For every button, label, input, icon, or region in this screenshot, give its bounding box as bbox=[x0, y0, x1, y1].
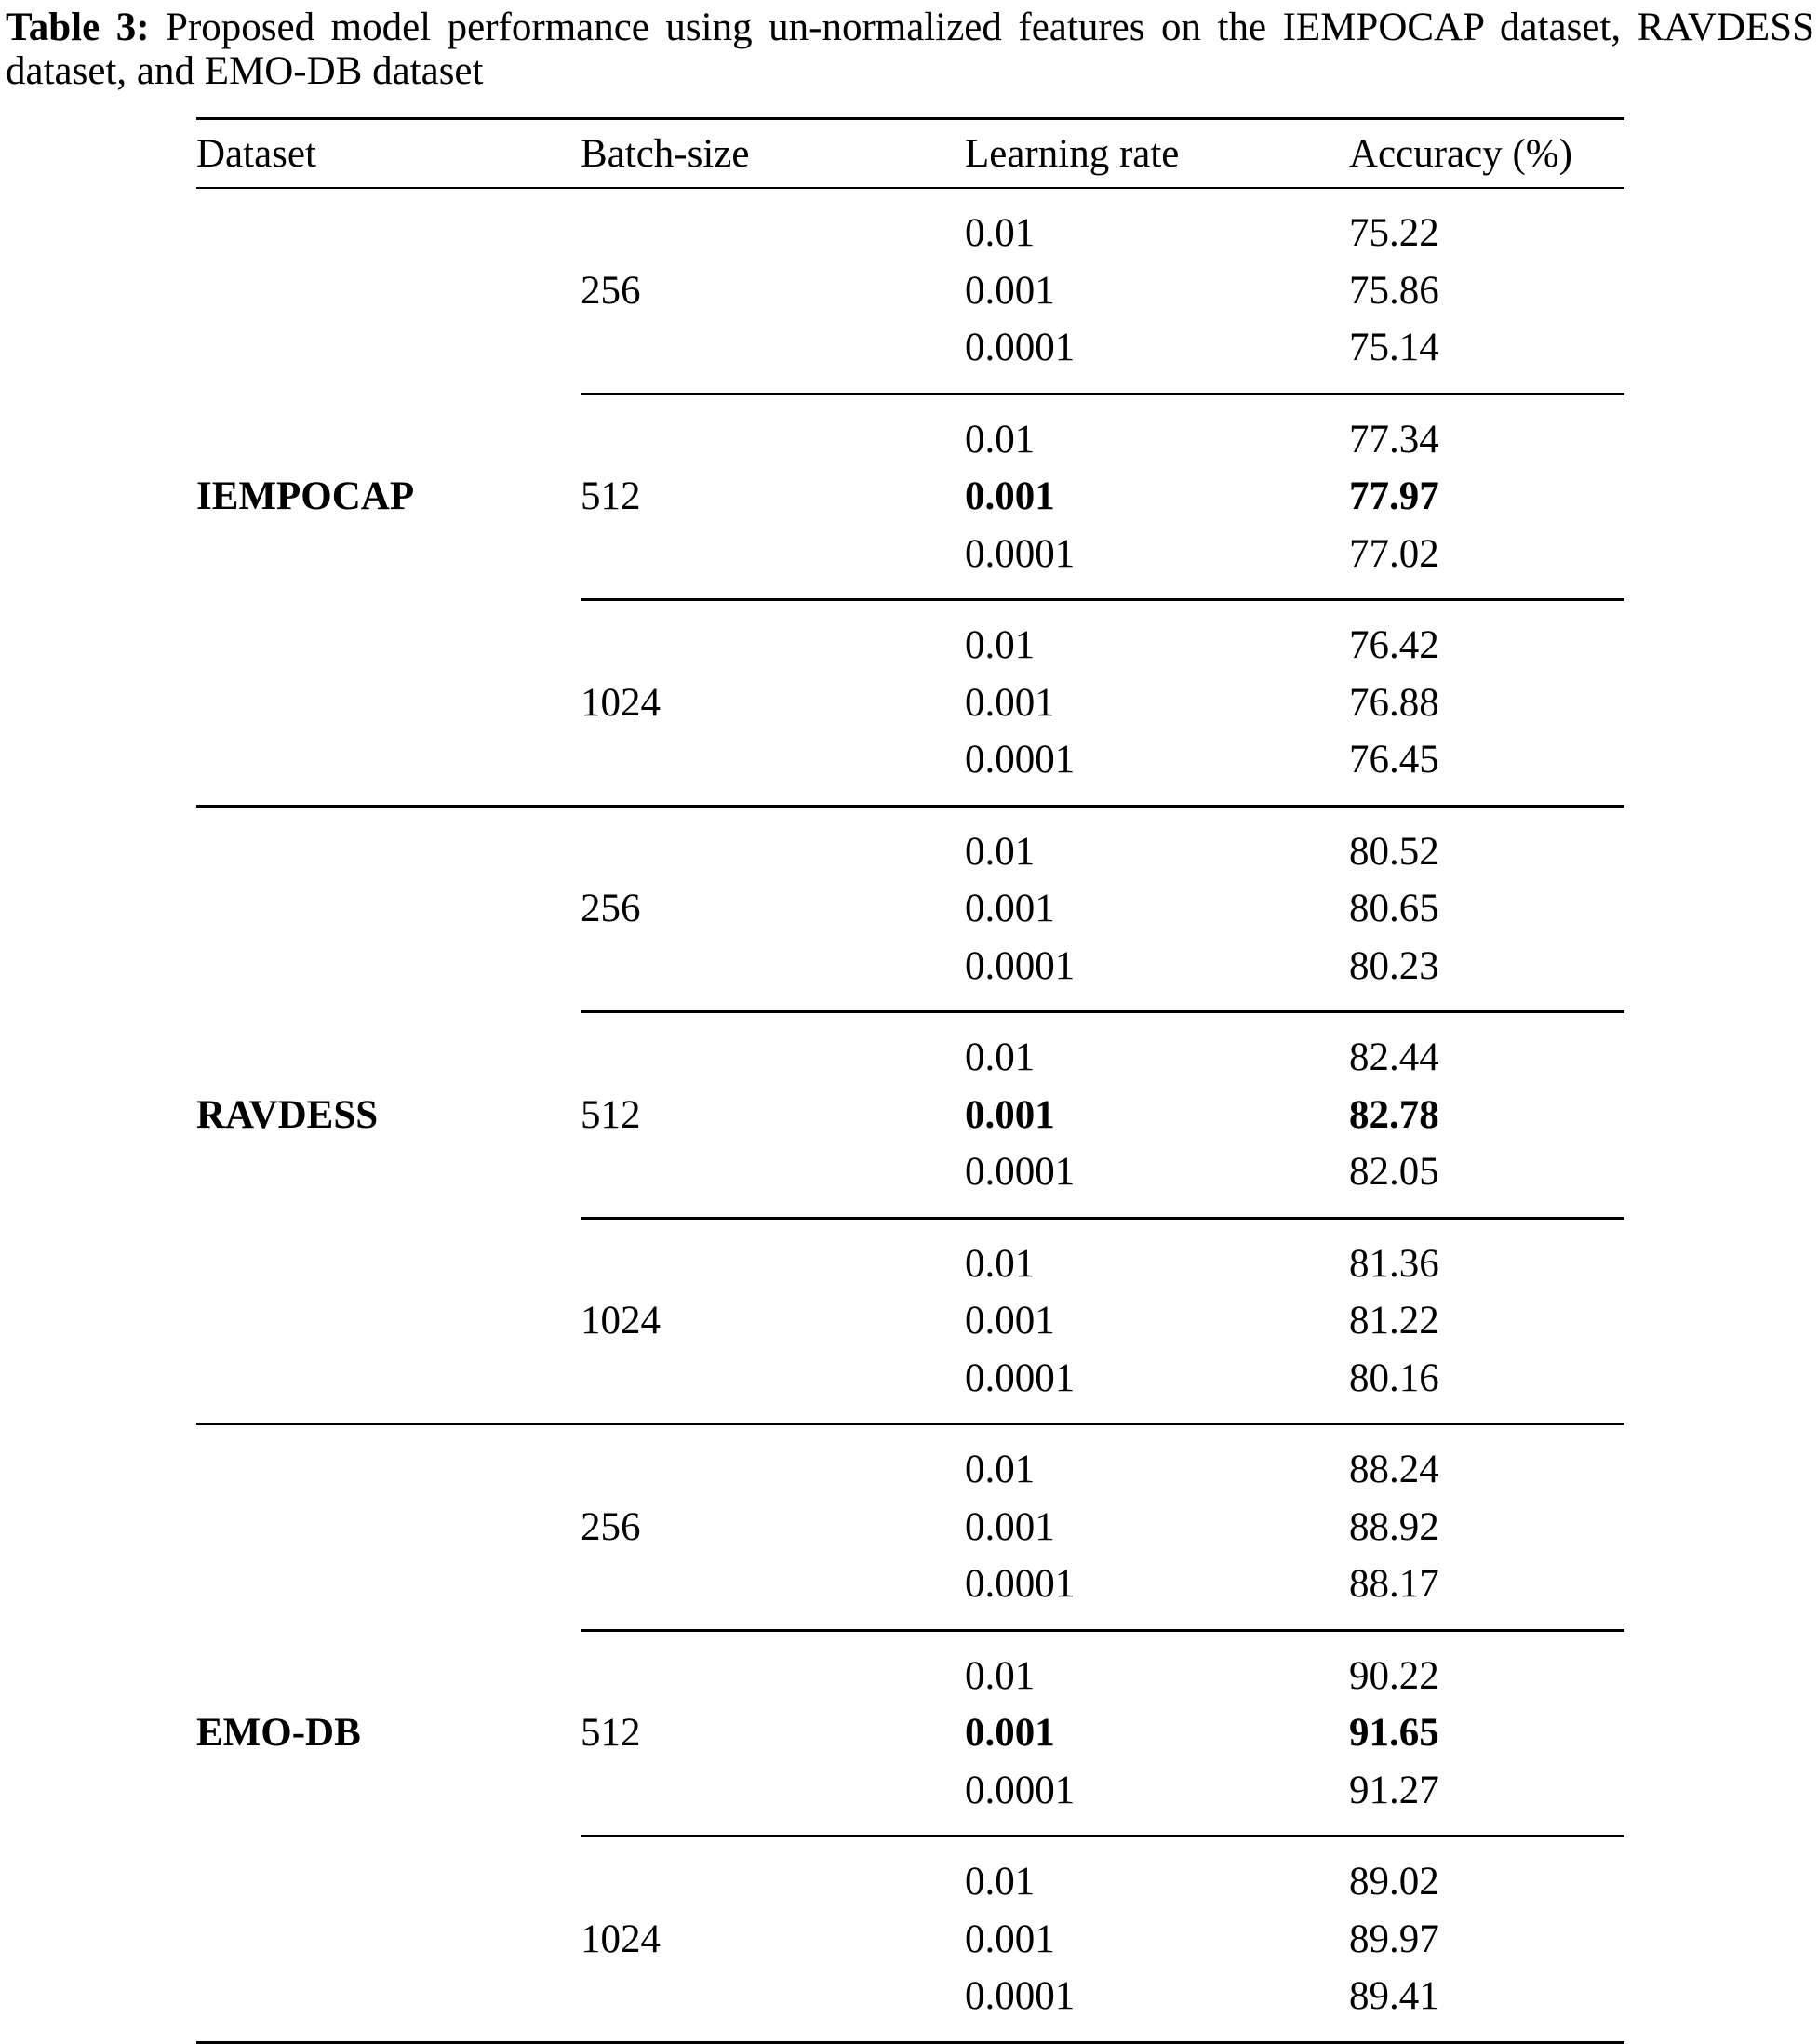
table-row bbox=[965, 1968, 1624, 2025]
accuracy-cell: 76.88 bbox=[1349, 680, 1439, 725]
header-row bbox=[196, 120, 1624, 187]
learning-rate-cell: 0.001 bbox=[965, 268, 1055, 313]
accuracy-cell: 91.27 bbox=[1349, 1768, 1439, 1812]
learning-rate-cell: 0.01 bbox=[965, 1241, 1036, 1286]
table-row bbox=[965, 526, 1624, 583]
accuracy-cell: 91.65 bbox=[1349, 1711, 1439, 1756]
batch-size: 256 bbox=[581, 268, 641, 313]
batch-group bbox=[581, 1220, 1624, 1423]
batch-size: 1024 bbox=[581, 1917, 661, 1961]
accuracy-cell: 88.24 bbox=[1349, 1448, 1439, 1492]
table-row bbox=[965, 262, 1624, 320]
learning-rate-cell: 0.001 bbox=[965, 1504, 1055, 1549]
learning-rate-cell: 0.001 bbox=[965, 1917, 1055, 1961]
batch-size: 256 bbox=[581, 1504, 641, 1549]
batch-size: 512 bbox=[581, 474, 641, 519]
table-row bbox=[965, 1236, 1624, 1293]
accuracy-cell: 89.97 bbox=[1349, 1917, 1439, 1961]
learning-rate-cell: 0.0001 bbox=[965, 326, 1076, 370]
table-row bbox=[965, 823, 1624, 881]
learning-rate-cell: 0.0001 bbox=[965, 1356, 1076, 1400]
table-row bbox=[965, 1911, 1624, 1969]
accuracy-cell: 80.23 bbox=[1349, 943, 1439, 988]
table-row bbox=[965, 1556, 1624, 1613]
learning-rate-cell: 0.01 bbox=[965, 1860, 1036, 1904]
table-row bbox=[965, 319, 1624, 377]
table-row bbox=[965, 1648, 1624, 1705]
table-row bbox=[965, 205, 1624, 262]
bottom-rule bbox=[196, 2041, 1624, 2044]
accuracy-cell: 77.02 bbox=[1349, 531, 1439, 576]
learning-rate-cell: 0.0001 bbox=[965, 1974, 1076, 2019]
accuracy-cell: 88.92 bbox=[1349, 1504, 1439, 1549]
accuracy-cell: 75.22 bbox=[1349, 211, 1439, 256]
header-batch-size: Batch-size bbox=[581, 131, 750, 176]
learning-rate-cell: 0.01 bbox=[965, 211, 1036, 256]
batch-size: 1024 bbox=[581, 1299, 661, 1343]
accuracy-cell: 81.22 bbox=[1349, 1299, 1439, 1343]
table-row bbox=[965, 675, 1624, 732]
accuracy-cell: 80.65 bbox=[1349, 887, 1439, 931]
dataset-name: EMO-DB bbox=[196, 1711, 361, 1756]
table-row bbox=[965, 880, 1624, 938]
accuracy-cell: 89.02 bbox=[1349, 1860, 1439, 1904]
caption-text: Proposed model performance using un-normalized features on the IEMPOCAP dataset, RAVDESS dataset, and EMO-DB dataset bbox=[6, 6, 1815, 93]
accuracy-cell: 76.42 bbox=[1349, 623, 1439, 668]
learning-rate-cell: 0.0001 bbox=[965, 1562, 1076, 1607]
batch-size: 256 bbox=[581, 887, 641, 931]
accuracy-cell: 89.41 bbox=[1349, 1974, 1439, 2019]
dataset-group bbox=[196, 1425, 1624, 2041]
table-row bbox=[965, 1499, 1624, 1556]
accuracy-cell: 82.78 bbox=[1349, 1092, 1439, 1137]
table-body bbox=[196, 189, 1624, 2044]
accuracy-cell: 76.45 bbox=[1349, 738, 1439, 782]
accuracy-cell: 82.44 bbox=[1349, 1035, 1439, 1080]
header-dataset: Dataset bbox=[196, 131, 316, 176]
results-table bbox=[196, 117, 1624, 2044]
table-row bbox=[965, 468, 1624, 526]
learning-rate-cell: 0.001 bbox=[965, 474, 1055, 519]
accuracy-cell: 80.16 bbox=[1349, 1356, 1439, 1400]
table-row bbox=[965, 1292, 1624, 1350]
table-row bbox=[965, 938, 1624, 995]
table-row bbox=[965, 1029, 1624, 1087]
table-row bbox=[965, 731, 1624, 789]
batch-group bbox=[581, 808, 1624, 1011]
batch-group bbox=[581, 1013, 1624, 1217]
learning-rate-cell: 0.001 bbox=[965, 1711, 1055, 1756]
table-row bbox=[965, 1441, 1624, 1499]
table-row bbox=[965, 411, 1624, 469]
learning-rate-cell: 0.001 bbox=[965, 1092, 1055, 1137]
accuracy-cell: 88.17 bbox=[1349, 1562, 1439, 1607]
dataset-name: IEMPOCAP bbox=[196, 474, 415, 519]
accuracy-cell: 75.86 bbox=[1349, 268, 1439, 313]
accuracy-cell: 81.36 bbox=[1349, 1241, 1439, 1286]
header-accuracy: Accuracy (%) bbox=[1349, 131, 1572, 176]
learning-rate-cell: 0.0001 bbox=[965, 1150, 1076, 1195]
learning-rate-cell: 0.01 bbox=[965, 623, 1036, 668]
accuracy-cell: 80.52 bbox=[1349, 829, 1439, 874]
batch-group bbox=[581, 601, 1624, 805]
batch-size: 512 bbox=[581, 1092, 641, 1137]
learning-rate-cell: 0.0001 bbox=[965, 943, 1076, 988]
accuracy-cell: 90.22 bbox=[1349, 1653, 1439, 1698]
batch-group bbox=[581, 395, 1624, 599]
batch-size: 512 bbox=[581, 1711, 641, 1756]
accuracy-cell: 75.14 bbox=[1349, 326, 1439, 370]
accuracy-cell: 77.34 bbox=[1349, 417, 1439, 461]
batch-group bbox=[581, 1632, 1624, 1836]
accuracy-cell: 77.97 bbox=[1349, 474, 1439, 519]
caption-label: Table 3: bbox=[6, 6, 150, 49]
learning-rate-cell: 0.01 bbox=[965, 1035, 1036, 1080]
dataset-group bbox=[196, 808, 1624, 1423]
table-row bbox=[965, 617, 1624, 675]
accuracy-cell: 82.05 bbox=[1349, 1150, 1439, 1195]
learning-rate-cell: 0.001 bbox=[965, 887, 1055, 931]
table-row bbox=[965, 1762, 1624, 1820]
learning-rate-cell: 0.0001 bbox=[965, 1768, 1076, 1812]
learning-rate-cell: 0.01 bbox=[965, 1653, 1036, 1698]
dataset-name: RAVDESS bbox=[196, 1092, 379, 1137]
batch-size: 1024 bbox=[581, 680, 661, 725]
dataset-group bbox=[196, 189, 1624, 805]
table-caption bbox=[6, 6, 1814, 93]
learning-rate-cell: 0.001 bbox=[965, 1299, 1055, 1343]
table-row bbox=[965, 1087, 1624, 1144]
batch-group bbox=[581, 1425, 1624, 1629]
table-row bbox=[965, 1704, 1624, 1762]
header-learning-rate: Learning rate bbox=[965, 131, 1180, 176]
table-row bbox=[965, 1350, 1624, 1408]
learning-rate-cell: 0.001 bbox=[965, 680, 1055, 725]
batch-group bbox=[581, 1837, 1624, 2041]
batch-group bbox=[581, 189, 1624, 393]
table-row bbox=[965, 1853, 1624, 1911]
learning-rate-cell: 0.0001 bbox=[965, 738, 1076, 782]
learning-rate-cell: 0.01 bbox=[965, 1448, 1036, 1492]
learning-rate-cell: 0.01 bbox=[965, 829, 1036, 874]
table-row bbox=[965, 1143, 1624, 1201]
learning-rate-cell: 0.01 bbox=[965, 417, 1036, 461]
learning-rate-cell: 0.0001 bbox=[965, 531, 1076, 576]
